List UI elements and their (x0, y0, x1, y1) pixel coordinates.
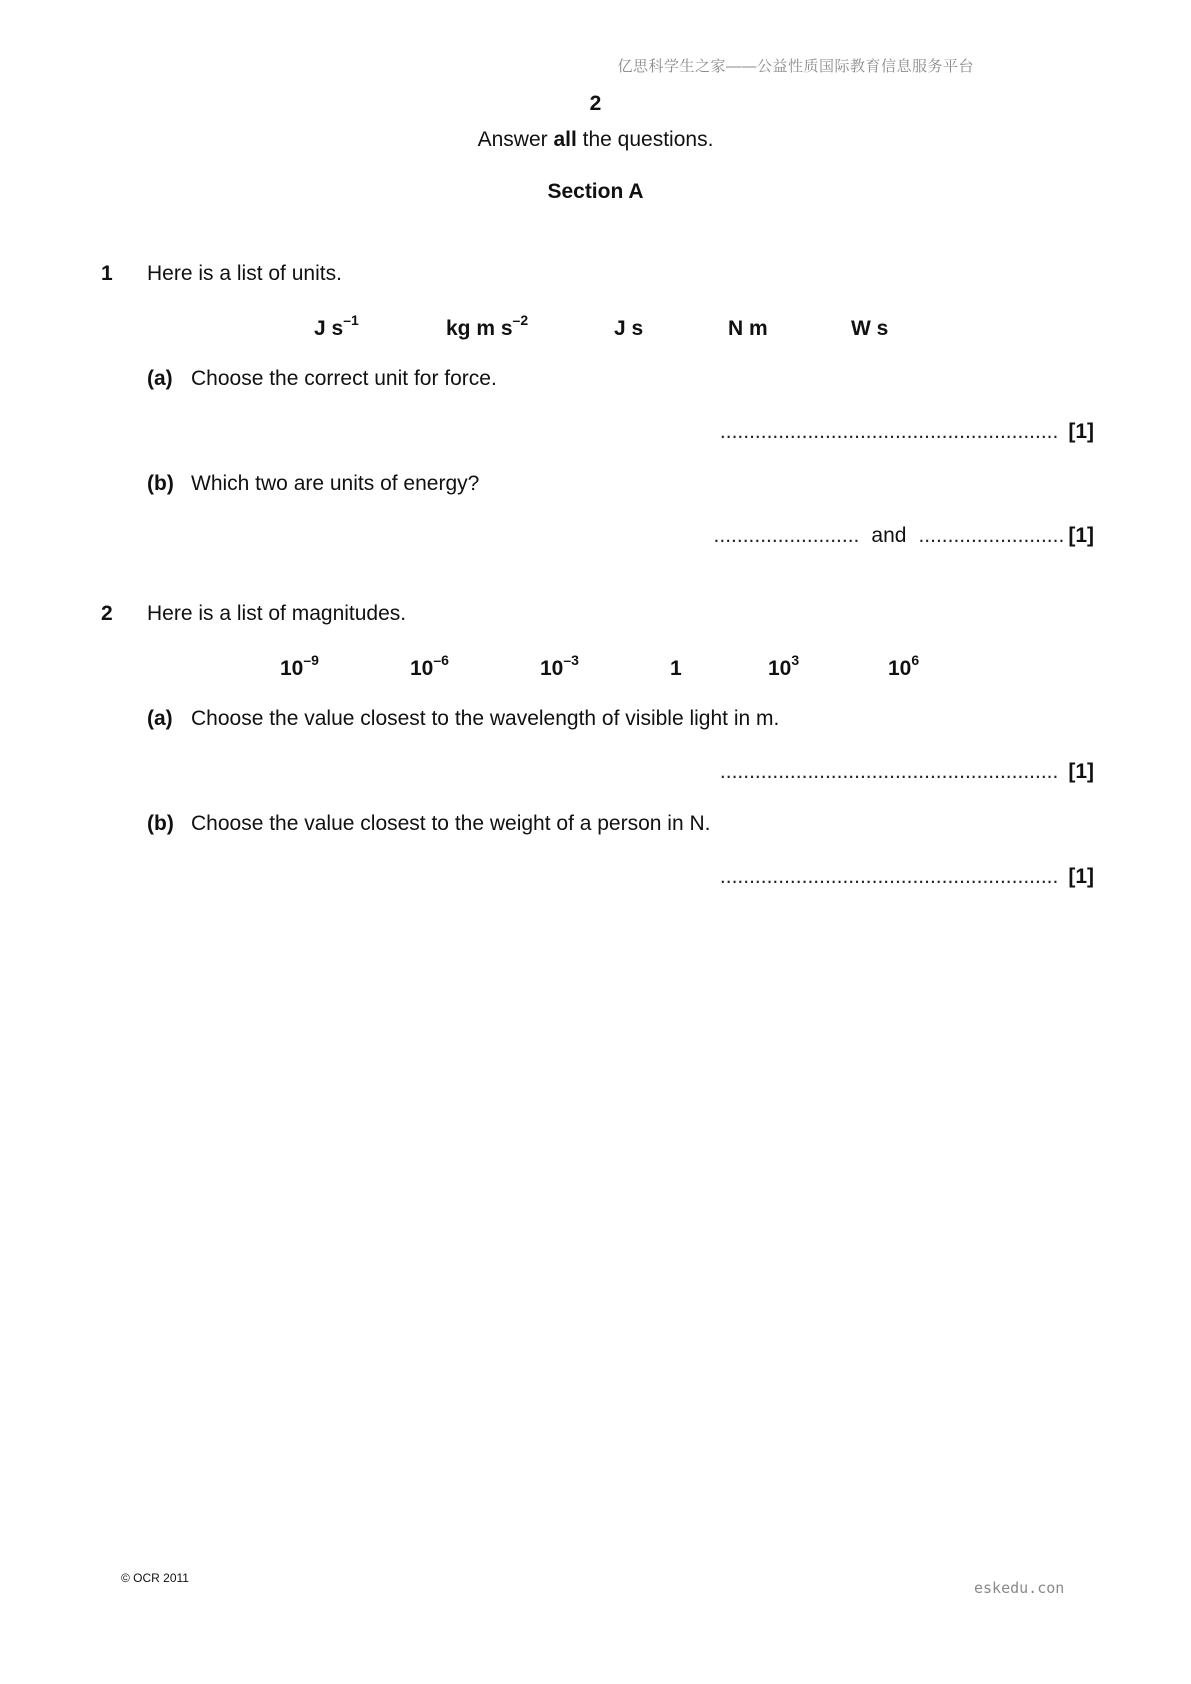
question-2-text: Here is a list of magnitudes. (147, 602, 407, 625)
unit-base: kg m s (446, 317, 513, 340)
magnitude-base: 10 (410, 657, 434, 680)
question-1a-text: Choose the correct unit for force. (191, 367, 497, 390)
answer-line-1b[interactable] (714, 524, 1094, 548)
question-1a-label: (a) (147, 367, 173, 390)
copyright: © OCR 2011 (121, 1571, 189, 1585)
question-1b-label: (b) (147, 472, 174, 495)
unit-choice (446, 314, 528, 341)
unit-choice (314, 314, 359, 341)
question-2b-label: (b) (147, 812, 174, 835)
magnitude-choice (888, 654, 919, 681)
mark-allocation: [1] (1068, 760, 1094, 783)
unit-exponent: –2 (512, 312, 529, 328)
unit-exponent: –1 (343, 312, 359, 328)
question-1b-text: Which two are units of energy? (191, 472, 480, 495)
magnitude-exponent: 6 (911, 652, 920, 668)
answer-dots[interactable]: .......................................................... (719, 760, 1059, 783)
magnitude-base: 10 (768, 657, 792, 680)
magnitude-exponent: –3 (563, 652, 579, 668)
answer-line-1a[interactable] (720, 420, 1094, 444)
magnitude-exponent: 3 (791, 652, 800, 668)
answer-line-2a[interactable] (720, 760, 1094, 784)
magnitude-exponent: –6 (433, 652, 449, 668)
unit-choice (614, 314, 643, 341)
mark-allocation: [1] (1068, 524, 1094, 547)
question-2a-label: (a) (147, 707, 173, 730)
answer-dots[interactable]: .......................................................... (719, 865, 1059, 888)
answer-dots[interactable]: .......................................................... (719, 420, 1059, 443)
magnitude-base: 10 (280, 657, 304, 680)
question-2b-text: Choose the value closest to the weight of a person in N. (191, 812, 711, 835)
unit-choice (851, 314, 888, 341)
unit-base: J s (314, 317, 344, 340)
page-number: 2 (589, 92, 602, 115)
unit-base: N m (728, 317, 768, 340)
mark-allocation: [1] (1068, 865, 1094, 888)
answer-line-2b[interactable] (720, 865, 1094, 889)
question-1-number: 1 (101, 262, 113, 285)
magnitude-base: 1 (670, 657, 682, 680)
magnitude-choice (540, 654, 579, 681)
answer-dots-second[interactable]: ......................... (918, 524, 1065, 547)
magnitude-choice (768, 654, 799, 681)
magnitude-choice (410, 654, 449, 681)
question-2a-text: Choose the value closest to the wavelength of visible light in m. (191, 707, 780, 730)
section-title: Section A (547, 180, 644, 203)
instruction (0, 128, 1191, 152)
magnitude-base: 10 (888, 657, 912, 680)
footer-site: eskedu.con (974, 1579, 1065, 1597)
mark-allocation: [1] (1068, 420, 1094, 443)
instruction-pre: Answer (477, 128, 554, 151)
instruction-bold: all (553, 128, 577, 151)
magnitude-base: 10 (540, 657, 564, 680)
question-2-number: 2 (101, 602, 113, 625)
unit-choice (728, 314, 768, 341)
and-word: and (871, 524, 907, 547)
question-1-text: Here is a list of units. (147, 262, 342, 285)
answer-dots-first[interactable]: ......................... (713, 524, 860, 547)
instruction-post: the questions. (576, 128, 714, 151)
unit-base: W s (851, 317, 889, 340)
magnitude-choice (670, 654, 682, 681)
magnitude-exponent: –9 (303, 652, 319, 668)
watermark-header: 亿思科学生之家——公益性质国际教育信息服务平台 (617, 58, 974, 75)
unit-base: J s (614, 317, 644, 340)
magnitude-choice (280, 654, 319, 681)
